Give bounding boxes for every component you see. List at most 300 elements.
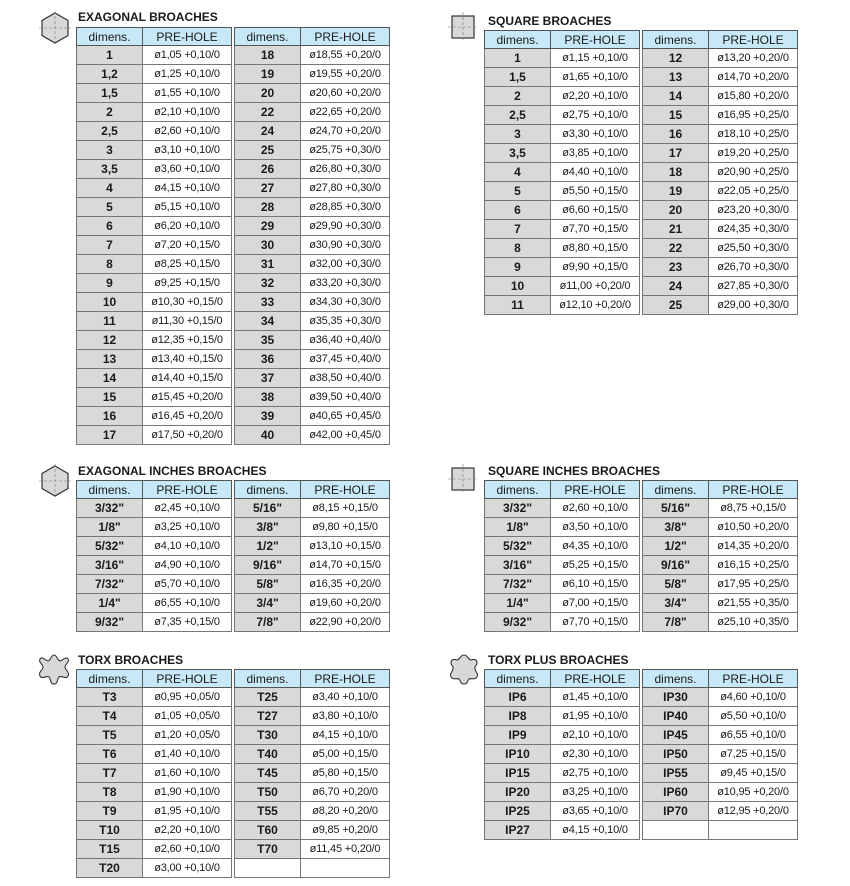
cell-pre-hole: ø5,80 +0,15/0	[301, 764, 390, 783]
table-row	[235, 141, 390, 160]
table-row	[235, 293, 390, 312]
table-row	[235, 783, 390, 802]
table-row	[77, 407, 232, 426]
cell-dimension: 1/2"	[643, 537, 709, 556]
square-icon	[448, 12, 478, 42]
table-row	[77, 103, 232, 122]
cell-dimension: 1,2	[77, 65, 143, 84]
cell-dimension: 1,5	[77, 84, 143, 103]
table-row	[235, 726, 390, 745]
table-row	[485, 594, 640, 613]
cell-dimension: T3	[77, 688, 143, 707]
table-row	[643, 783, 798, 802]
cell-pre-hole: ø22,90 +0,20/0	[301, 613, 390, 632]
cell-dimension: IP20	[485, 783, 551, 802]
cell-dimension: IP27	[485, 821, 551, 840]
table-row	[235, 331, 390, 350]
cell-dimension: 29	[235, 217, 301, 236]
header-pre-hole: PRE-HOLE	[551, 481, 640, 499]
cell-dimension: 7	[77, 236, 143, 255]
cell-dimension: T45	[235, 764, 301, 783]
exagonal-table-left	[76, 27, 232, 445]
table-row	[643, 537, 798, 556]
cell-dimension: IP55	[643, 764, 709, 783]
cell-pre-hole: ø10,50 +0,20/0	[709, 518, 798, 537]
header-pre-hole: PRE-HOLE	[301, 670, 390, 688]
table-row	[77, 783, 232, 802]
cell-pre-hole: ø1,95 +0,10/0	[551, 707, 640, 726]
cell-pre-hole: ø2,45 +0,10/0	[143, 499, 232, 518]
cell-pre-hole: ø3,30 +0,10/0	[551, 125, 640, 144]
cell-dimension: 11	[77, 312, 143, 331]
cell-dimension: 4	[485, 163, 551, 182]
cell-pre-hole: ø2,10 +0,10/0	[143, 103, 232, 122]
cell-pre-hole: ø13,20 +0,20/0	[709, 49, 798, 68]
cell-dimension: 3/4"	[643, 594, 709, 613]
table-row	[485, 726, 640, 745]
cell-pre-hole: ø8,25 +0,15/0	[143, 255, 232, 274]
table-row	[643, 726, 798, 745]
header-dimens: dimens.	[643, 670, 709, 688]
cell-pre-hole: ø17,95 +0,25/0	[709, 575, 798, 594]
cell-pre-hole: ø23,20 +0,30/0	[709, 201, 798, 220]
cell-dimension: 9/16"	[235, 556, 301, 575]
cell-dimension: T27	[235, 707, 301, 726]
table-row	[643, 201, 798, 220]
table-row	[77, 537, 232, 556]
cell-pre-hole: ø1,20 +0,05/0	[143, 726, 232, 745]
cell-pre-hole: ø4,90 +0,10/0	[143, 556, 232, 575]
table-header-row	[77, 670, 232, 688]
cell-dimension: 40	[235, 426, 301, 445]
cell-dimension: 32	[235, 274, 301, 293]
table-row	[235, 764, 390, 783]
table-row	[643, 518, 798, 537]
cell-dimension: 3/8"	[235, 518, 301, 537]
cell-dimension: 22	[235, 103, 301, 122]
cell-dimension: T7	[77, 764, 143, 783]
cell-pre-hole: ø12,95 +0,20/0	[709, 802, 798, 821]
cell-pre-hole: ø21,55 +0,35/0	[709, 594, 798, 613]
cell-dimension: T10	[77, 821, 143, 840]
cell-dimension: T20	[77, 859, 143, 878]
header-pre-hole: PRE-HOLE	[143, 28, 232, 46]
cell-dimension: T70	[235, 840, 301, 859]
cell-pre-hole: ø2,30 +0,10/0	[551, 745, 640, 764]
cell-pre-hole: ø2,60 +0,10/0	[143, 840, 232, 859]
table-row	[643, 764, 798, 783]
table-row	[485, 68, 640, 87]
cell-dimension: 10	[77, 293, 143, 312]
cell-pre-hole: ø1,55 +0,10/0	[143, 84, 232, 103]
cell-pre-hole: ø9,25 +0,15/0	[143, 274, 232, 293]
table-row	[485, 745, 640, 764]
table-row	[77, 160, 232, 179]
cell-pre-hole: ø6,20 +0,10/0	[143, 217, 232, 236]
table-row	[235, 821, 390, 840]
cell-pre-hole: ø3,25 +0,10/0	[551, 783, 640, 802]
section-title: SQUARE BROACHES	[488, 14, 612, 28]
cell-dimension: IP15	[485, 764, 551, 783]
cell-pre-hole: ø25,75 +0,30/0	[301, 141, 390, 160]
cell-dimension: IP70	[643, 802, 709, 821]
cell-pre-hole: ø33,20 +0,30/0	[301, 274, 390, 293]
table-row	[643, 277, 798, 296]
table-row	[77, 594, 232, 613]
cell-dimension: IP9	[485, 726, 551, 745]
table-row	[77, 388, 232, 407]
cell-dimension: 3/16"	[485, 556, 551, 575]
table-row	[77, 217, 232, 236]
cell-pre-hole: ø13,10 +0,15/0	[301, 537, 390, 556]
table-header-row	[77, 481, 232, 499]
cell-dimension: T55	[235, 802, 301, 821]
cell-pre-hole: ø6,60 +0,15/0	[551, 201, 640, 220]
table-row	[235, 369, 390, 388]
cell-dimension: 3/8"	[643, 518, 709, 537]
cell-dimension: 26	[235, 160, 301, 179]
table-row	[77, 499, 232, 518]
cell-pre-hole: ø1,40 +0,10/0	[143, 745, 232, 764]
cell-pre-hole: ø11,45 +0,20/0	[301, 840, 390, 859]
table-row	[77, 518, 232, 537]
header-pre-hole: PRE-HOLE	[709, 670, 798, 688]
table-row	[235, 802, 390, 821]
cell-pre-hole: ø15,45 +0,20/0	[143, 388, 232, 407]
cell-pre-hole: ø4,15 +0,10/0	[551, 821, 640, 840]
table-row	[485, 163, 640, 182]
cell-pre-hole: ø2,75 +0,10/0	[551, 106, 640, 125]
cell-pre-hole: ø3,80 +0,10/0	[301, 707, 390, 726]
cell-dimension: 7/32"	[485, 575, 551, 594]
cell-pre-hole: ø29,00 +0,30/0	[709, 296, 798, 315]
table-row	[643, 106, 798, 125]
table-row	[77, 556, 232, 575]
cell-pre-hole: ø6,10 +0,15/0	[551, 575, 640, 594]
table-row	[77, 141, 232, 160]
table-row	[643, 802, 798, 821]
hexagon-icon	[38, 464, 72, 498]
cell-dimension: 7/32"	[77, 575, 143, 594]
cell-pre-hole: ø8,20 +0,20/0	[301, 802, 390, 821]
table-row	[235, 350, 390, 369]
cell-dimension: T30	[235, 726, 301, 745]
header-dimens: dimens.	[485, 670, 551, 688]
header-pre-hole: PRE-HOLE	[143, 481, 232, 499]
header-pre-hole: PRE-HOLE	[301, 481, 390, 499]
cell-dimension: 3	[77, 141, 143, 160]
table-row	[77, 312, 232, 331]
cell-dimension: 5/8"	[643, 575, 709, 594]
cell-dimension: 17	[643, 144, 709, 163]
cell-dimension: 37	[235, 369, 301, 388]
cell-pre-hole: ø7,20 +0,15/0	[143, 236, 232, 255]
cell-pre-hole: ø14,35 +0,20/0	[709, 537, 798, 556]
cell-dimension: T4	[77, 707, 143, 726]
cell-dimension: 5/16"	[643, 499, 709, 518]
table-row	[77, 46, 232, 65]
table-row	[485, 575, 640, 594]
cell-dimension: 4	[77, 179, 143, 198]
cell-pre-hole: ø7,70 +0,15/0	[551, 613, 640, 632]
table-row	[77, 426, 232, 445]
table-row	[77, 369, 232, 388]
table-row	[643, 87, 798, 106]
cell-dimension: IP45	[643, 726, 709, 745]
table-row	[77, 764, 232, 783]
cell-pre-hole: ø17,50 +0,20/0	[143, 426, 232, 445]
cell-dimension: 22	[643, 239, 709, 258]
cell-dimension: 31	[235, 255, 301, 274]
table-row	[643, 594, 798, 613]
table-header-row	[485, 670, 640, 688]
cell-dimension: 9	[77, 274, 143, 293]
cell-dimension: T5	[77, 726, 143, 745]
cell-pre-hole: ø19,20 +0,25/0	[709, 144, 798, 163]
torx-plus-table-left	[484, 669, 640, 840]
cell-pre-hole: ø3,25 +0,10/0	[143, 518, 232, 537]
header-pre-hole: PRE-HOLE	[143, 670, 232, 688]
exagonal-table-right	[234, 27, 390, 445]
cell-pre-hole: ø29,90 +0,30/0	[301, 217, 390, 236]
table-row	[643, 68, 798, 87]
table-row	[77, 255, 232, 274]
cell-pre-hole: ø15,80 +0,20/0	[709, 87, 798, 106]
cell-pre-hole: ø7,00 +0,15/0	[551, 594, 640, 613]
torx-icon	[37, 652, 71, 686]
cell-pre-hole: ø16,35 +0,20/0	[301, 575, 390, 594]
table-row	[235, 198, 390, 217]
cell-dimension: 3/32"	[485, 499, 551, 518]
exagonal-inches-table-right	[234, 480, 390, 632]
table-row	[485, 49, 640, 68]
table-row	[643, 499, 798, 518]
table-row	[643, 688, 798, 707]
table-row	[235, 160, 390, 179]
cell-pre-hole	[301, 859, 390, 878]
table-row	[77, 707, 232, 726]
cell-dimension: 13	[643, 68, 709, 87]
table-row	[235, 236, 390, 255]
cell-pre-hole: ø9,80 +0,15/0	[301, 518, 390, 537]
cell-pre-hole: ø34,30 +0,30/0	[301, 293, 390, 312]
table-row	[235, 840, 390, 859]
cell-pre-hole: ø11,00 +0,20/0	[551, 277, 640, 296]
cell-dimension: 24	[235, 122, 301, 141]
cell-dimension: 3/32"	[77, 499, 143, 518]
cell-dimension: 9/16"	[643, 556, 709, 575]
table-row	[235, 407, 390, 426]
cell-dimension: 1/4"	[485, 594, 551, 613]
table-row	[485, 125, 640, 144]
cell-pre-hole: ø2,60 +0,10/0	[143, 122, 232, 141]
table-row	[235, 688, 390, 707]
cell-dimension: IP6	[485, 688, 551, 707]
header-pre-hole: PRE-HOLE	[709, 481, 798, 499]
cell-dimension: 1,5	[485, 68, 551, 87]
cell-dimension: IP40	[643, 707, 709, 726]
cell-pre-hole: ø6,55 +0,10/0	[143, 594, 232, 613]
section-title: SQUARE INCHES BROACHES	[488, 464, 661, 478]
table-row	[77, 179, 232, 198]
cell-pre-hole: ø3,85 +0,10/0	[551, 144, 640, 163]
cell-dimension: 2	[485, 87, 551, 106]
table-row	[235, 499, 390, 518]
cell-pre-hole: ø16,45 +0,20/0	[143, 407, 232, 426]
table-row	[77, 688, 232, 707]
cell-dimension: 20	[643, 201, 709, 220]
cell-pre-hole: ø3,50 +0,10/0	[551, 518, 640, 537]
cell-dimension: T25	[235, 688, 301, 707]
cell-dimension: 25	[235, 141, 301, 160]
cell-dimension: 15	[643, 106, 709, 125]
cell-pre-hole: ø7,25 +0,15/0	[709, 745, 798, 764]
cell-pre-hole: ø36,40 +0,40/0	[301, 331, 390, 350]
cell-pre-hole: ø30,90 +0,30/0	[301, 236, 390, 255]
table-row	[235, 613, 390, 632]
cell-dimension: 19	[643, 182, 709, 201]
table-header-row	[643, 31, 798, 49]
table-row	[235, 556, 390, 575]
header-dimens: dimens.	[643, 481, 709, 499]
cell-pre-hole: ø10,95 +0,20/0	[709, 783, 798, 802]
cell-pre-hole: ø3,10 +0,10/0	[143, 141, 232, 160]
cell-dimension: 5/32"	[77, 537, 143, 556]
table-row	[485, 106, 640, 125]
cell-pre-hole: ø2,10 +0,10/0	[551, 726, 640, 745]
header-dimens: dimens.	[235, 670, 301, 688]
torx-plus-table-right	[642, 669, 798, 840]
cell-pre-hole: ø2,60 +0,10/0	[551, 499, 640, 518]
table-row	[77, 122, 232, 141]
table-row	[485, 87, 640, 106]
cell-dimension: 2	[77, 103, 143, 122]
cell-dimension: 9/32"	[485, 613, 551, 632]
torx-plus-icon	[447, 652, 481, 686]
table-header-row	[235, 28, 390, 46]
cell-dimension: 12	[643, 49, 709, 68]
cell-dimension: 16	[643, 125, 709, 144]
cell-pre-hole: ø1,60 +0,10/0	[143, 764, 232, 783]
cell-dimension: 5	[77, 198, 143, 217]
cell-pre-hole: ø24,35 +0,30/0	[709, 220, 798, 239]
cell-dimension: 10	[485, 277, 551, 296]
table-row	[643, 220, 798, 239]
cell-dimension: 14	[77, 369, 143, 388]
table-row	[77, 821, 232, 840]
cell-dimension: 1/4"	[77, 594, 143, 613]
table-row	[77, 293, 232, 312]
cell-dimension: 5/8"	[235, 575, 301, 594]
cell-pre-hole: ø12,35 +0,15/0	[143, 331, 232, 350]
cell-pre-hole: ø9,90 +0,15/0	[551, 258, 640, 277]
cell-pre-hole: ø38,50 +0,40/0	[301, 369, 390, 388]
table-row	[643, 49, 798, 68]
cell-dimension: 17	[77, 426, 143, 445]
table-row	[485, 296, 640, 315]
table-row	[643, 556, 798, 575]
header-dimens: dimens.	[643, 31, 709, 49]
cell-pre-hole: ø2,20 +0,10/0	[143, 821, 232, 840]
cell-dimension: 1/8"	[485, 518, 551, 537]
table-row	[77, 726, 232, 745]
cell-pre-hole: ø1,65 +0,10/0	[551, 68, 640, 87]
cell-pre-hole: ø25,50 +0,30/0	[709, 239, 798, 258]
cell-pre-hole: ø4,15 +0,10/0	[143, 179, 232, 198]
table-row	[235, 217, 390, 236]
torx-table-left	[76, 669, 232, 878]
table-row	[77, 65, 232, 84]
table-row	[643, 182, 798, 201]
cell-pre-hole: ø1,05 +0,05/0	[143, 707, 232, 726]
cell-pre-hole: ø27,85 +0,30/0	[709, 277, 798, 296]
header-dimens: dimens.	[77, 28, 143, 46]
cell-pre-hole: ø14,40 +0,15/0	[143, 369, 232, 388]
table-row	[643, 258, 798, 277]
cell-pre-hole: ø8,80 +0,15/0	[551, 239, 640, 258]
cell-pre-hole: ø16,15 +0,25/0	[709, 556, 798, 575]
cell-dimension: 8	[77, 255, 143, 274]
cell-pre-hole: ø4,10 +0,10/0	[143, 537, 232, 556]
header-dimens: dimens.	[235, 28, 301, 46]
cell-dimension: T6	[77, 745, 143, 764]
cell-pre-hole: ø1,45 +0,10/0	[551, 688, 640, 707]
cell-pre-hole: ø0,95 +0,05/0	[143, 688, 232, 707]
square-inches-table-left	[484, 480, 640, 632]
cell-pre-hole: ø19,60 +0,20/0	[301, 594, 390, 613]
header-dimens: dimens.	[77, 670, 143, 688]
table-row	[235, 426, 390, 445]
table-row	[485, 556, 640, 575]
cell-pre-hole: ø24,70 +0,20/0	[301, 122, 390, 141]
cell-pre-hole: ø3,00 +0,10/0	[143, 859, 232, 878]
cell-dimension: 35	[235, 331, 301, 350]
cell-pre-hole: ø26,70 +0,30/0	[709, 258, 798, 277]
cell-dimension: IP25	[485, 802, 551, 821]
cell-dimension: 6	[485, 201, 551, 220]
table-row	[485, 239, 640, 258]
header-pre-hole: PRE-HOLE	[551, 31, 640, 49]
square-table-left	[484, 30, 640, 315]
hexagon-icon	[38, 11, 72, 45]
cell-dimension: 33	[235, 293, 301, 312]
cell-dimension	[643, 821, 709, 840]
table-row	[235, 255, 390, 274]
table-row	[643, 745, 798, 764]
cell-pre-hole: ø19,55 +0,20/0	[301, 65, 390, 84]
cell-dimension: 1	[485, 49, 551, 68]
cell-dimension: 36	[235, 350, 301, 369]
cell-dimension: 5/16"	[235, 499, 301, 518]
cell-dimension: 6	[77, 217, 143, 236]
table-row	[485, 802, 640, 821]
header-dimens: dimens.	[77, 481, 143, 499]
table-row	[77, 198, 232, 217]
table-row	[235, 179, 390, 198]
table-row	[485, 277, 640, 296]
table-header-row	[643, 670, 798, 688]
cell-dimension: 34	[235, 312, 301, 331]
table-row	[485, 499, 640, 518]
cell-pre-hole: ø3,60 +0,10/0	[143, 160, 232, 179]
table-row	[485, 764, 640, 783]
table-row	[485, 783, 640, 802]
cell-dimension: 12	[77, 331, 143, 350]
table-row	[235, 46, 390, 65]
cell-dimension: 23	[643, 258, 709, 277]
cell-dimension: 39	[235, 407, 301, 426]
cell-pre-hole: ø4,40 +0,10/0	[551, 163, 640, 182]
